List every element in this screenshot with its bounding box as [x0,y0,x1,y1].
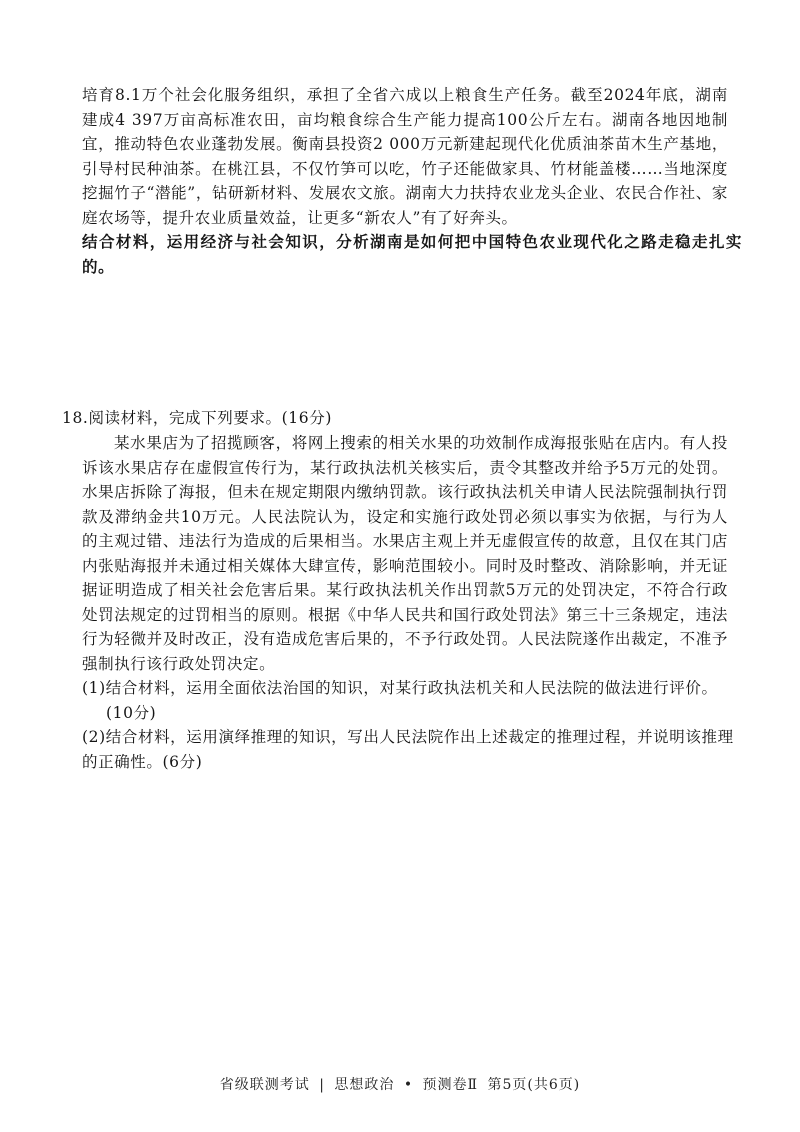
subquestion-score: (10分) [106,703,157,722]
q17-material-text: 培育8.1万个社会化服务组织，承担了全省六成以上粮食生产任务。截至2024年底，湖南建成4 397万亩高标准农田，亩均粮食综合生产能力提高100公斤左右。湖南各地因地制宜，推动特色农业蓬勃发展。衡南县投资2 000万元新建起现代化优质油茶苗木生产基地，引导村民种油茶。在桃江县，不仅竹笋可以吃，竹子还能做家具、竹材能盖楼……当地深度挖掘竹子“潜能”，钻研新材料、发展农文旅。湖南大力扶持农业龙头企业、农民合作社、家庭农场等，提升农业质量效益，让更多“新农人”有了好奔头。 [82,86,728,227]
q18-subquestion-2 [82,725,742,774]
subject-name: 思想政治 [334,1077,395,1093]
q17-question-text: 结合材料，运用经济与社会知识，分析湖南是如何把中国特色农业现代化之路走稳走扎实的。 [82,232,742,276]
subquestion-number: (1) [82,679,106,697]
subquestion-text: 结合材料，运用演绎推理的知识，写出人民法院作出上述裁定的推理过程，并说明该推理的正确性。(6分) [82,728,734,771]
subquestion-number: (2) [82,728,106,746]
footer-dot: • [403,1077,414,1093]
exam-name: 省级联测考试 [219,1077,310,1093]
page-footer [0,1074,800,1094]
page-number: 第5页(共6页) [487,1077,581,1093]
paper-name: 预测卷Ⅱ [422,1077,479,1093]
q18-material-text: 某水果店为了招揽顾客，将网上搜索的相关水果的功效制作成海报张贴在店内。有人投诉该水果店存在虚假宣传行为，某行政执法机关核实后，责令其整改并给予5万元的处罚。水果店拆除了海报，但未在规定期限内缴纳罚款。该行政执法机关申请人民法院强制执行罚款及滞纳金共10万元。人民法院认为，设定和实施行政处罚必须以事实为依据，与行为人的主观过错、违法行为造成的后果相当。水果店主观上并无虚假宣传的故意，且仅在其门店内张贴海报并未通过相关媒体大肆宣传，影响范围较小。同时及时整改、消除影响，并无证据证明造成了相关社会危害后果。某行政执法机关作出罚款5万元的处罚决定，不符合行政处罚法规定的过罚相当的原则。根据《中华人民共和国行政处罚法》第三十三条规定，违法行为轻微并及时改正，没有造成危害后果的，不予行政处罚。人民法院遂作出裁定，不准予强制执行该行政处罚决定。 [82,434,728,673]
subquestion-text: 结合材料，运用全面依法治国的知识，对某行政执法机关和人民法院的做法进行评价。 [105,679,718,697]
q18-subquestion-1 [82,676,742,725]
footer-separator: | [319,1077,325,1093]
q18-heading: 18.阅读材料，完成下列要求。(16分) [62,409,332,427]
